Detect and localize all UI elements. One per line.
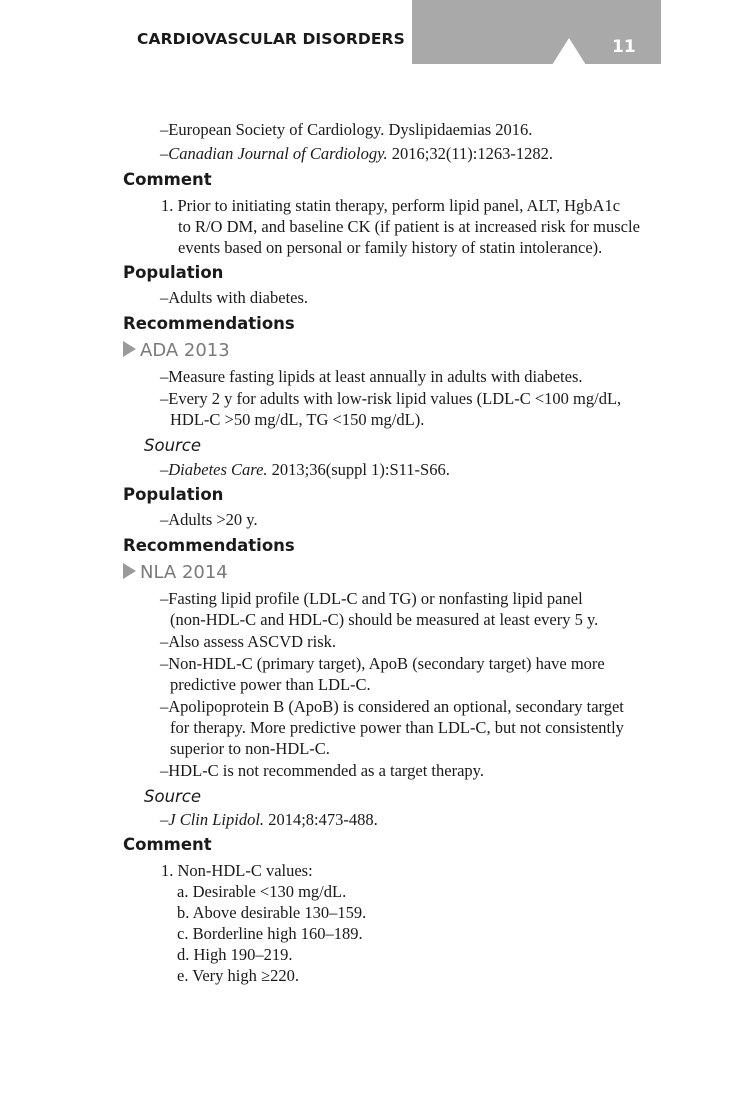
recommendation-line: –Measure fasting lipids at least annually in adults with diabetes.	[160, 367, 583, 386]
comment-list-item: b. Above desirable 130–159.	[177, 903, 367, 922]
recommendation-line: HDL-C >50 mg/dL, TG <150 mg/dL).	[170, 410, 425, 429]
comment-heading: Comment	[123, 835, 212, 854]
reference-line: –Canadian Journal of Cardiology. 2016;32(11):1263-1282.	[160, 144, 553, 163]
comment-heading: Comment	[123, 170, 212, 189]
population-text: –Adults >20 y.	[160, 510, 258, 529]
recommendation-line: –Apolipoprotein B (ApoB) is considered an optional, secondary target	[160, 697, 624, 716]
recommendation-line: –HDL-C is not recommended as a target therapy.	[160, 761, 484, 780]
source-heading: Source	[144, 787, 202, 806]
population-heading: Population	[123, 263, 224, 282]
page-number: 11	[612, 37, 636, 57]
recommendation-line: superior to non-HDL-C.	[170, 739, 330, 758]
recommendation-line: for therapy. More predictive power than LDL-C, but not consistently	[170, 718, 624, 737]
comment-line: to R/O DM, and baseline CK (if patient is at increased risk for muscle	[178, 217, 640, 236]
comment-line: 1. Non-HDL-C values:	[161, 861, 313, 880]
organization-label: ADA 2013	[123, 340, 230, 362]
population-text: –Adults with diabetes.	[160, 288, 309, 307]
recommendation-line: –Every 2 y for adults with low-risk lipid values (LDL-C <100 mg/dL,	[160, 389, 622, 408]
recommendation-line: –Also assess ASCVD risk.	[160, 632, 337, 651]
reference-line: –European Society of Cardiology. Dyslipidaemias 2016.	[160, 120, 533, 139]
recommendation-line: (non-HDL-C and HDL-C) should be measured at least every 5 y.	[170, 610, 599, 629]
recommendations-heading: Recommendations	[123, 536, 295, 555]
comment-list-item: e. Very high ≥220.	[177, 966, 299, 985]
chapter-title: CARDIOVASCULAR DISORDERS	[137, 30, 405, 48]
recommendation-line: –Fasting lipid profile (LDL-C and TG) or nonfasting lipid panel	[160, 589, 583, 608]
triangle-bullet-icon	[123, 341, 136, 357]
comment-list-item: c. Borderline high 160–189.	[177, 924, 363, 943]
source-heading: Source	[144, 436, 202, 455]
tab-notch-icon	[552, 38, 586, 65]
comment-list-item: d. High 190–219.	[177, 945, 293, 964]
recommendation-line: predictive power than LDL-C.	[170, 675, 371, 694]
comment-line: 1. Prior to initiating statin therapy, perform lipid panel, ALT, HgbA1c	[161, 196, 621, 215]
comment-list-item: a. Desirable <130 mg/dL.	[177, 882, 347, 901]
population-heading: Population	[123, 485, 224, 504]
comment-line: events based on personal or family history of statin intolerance).	[178, 238, 603, 257]
recommendations-heading: Recommendations	[123, 314, 295, 333]
source-citation: –Diabetes Care. 2013;36(suppl 1):S11-S66.	[160, 460, 450, 479]
triangle-bullet-icon	[123, 563, 136, 579]
source-citation: –J Clin Lipidol. 2014;8:473-488.	[160, 810, 378, 829]
recommendation-line: –Non-HDL-C (primary target), ApoB (secondary target) have more	[160, 654, 605, 673]
organization-label: NLA 2014	[123, 562, 228, 584]
